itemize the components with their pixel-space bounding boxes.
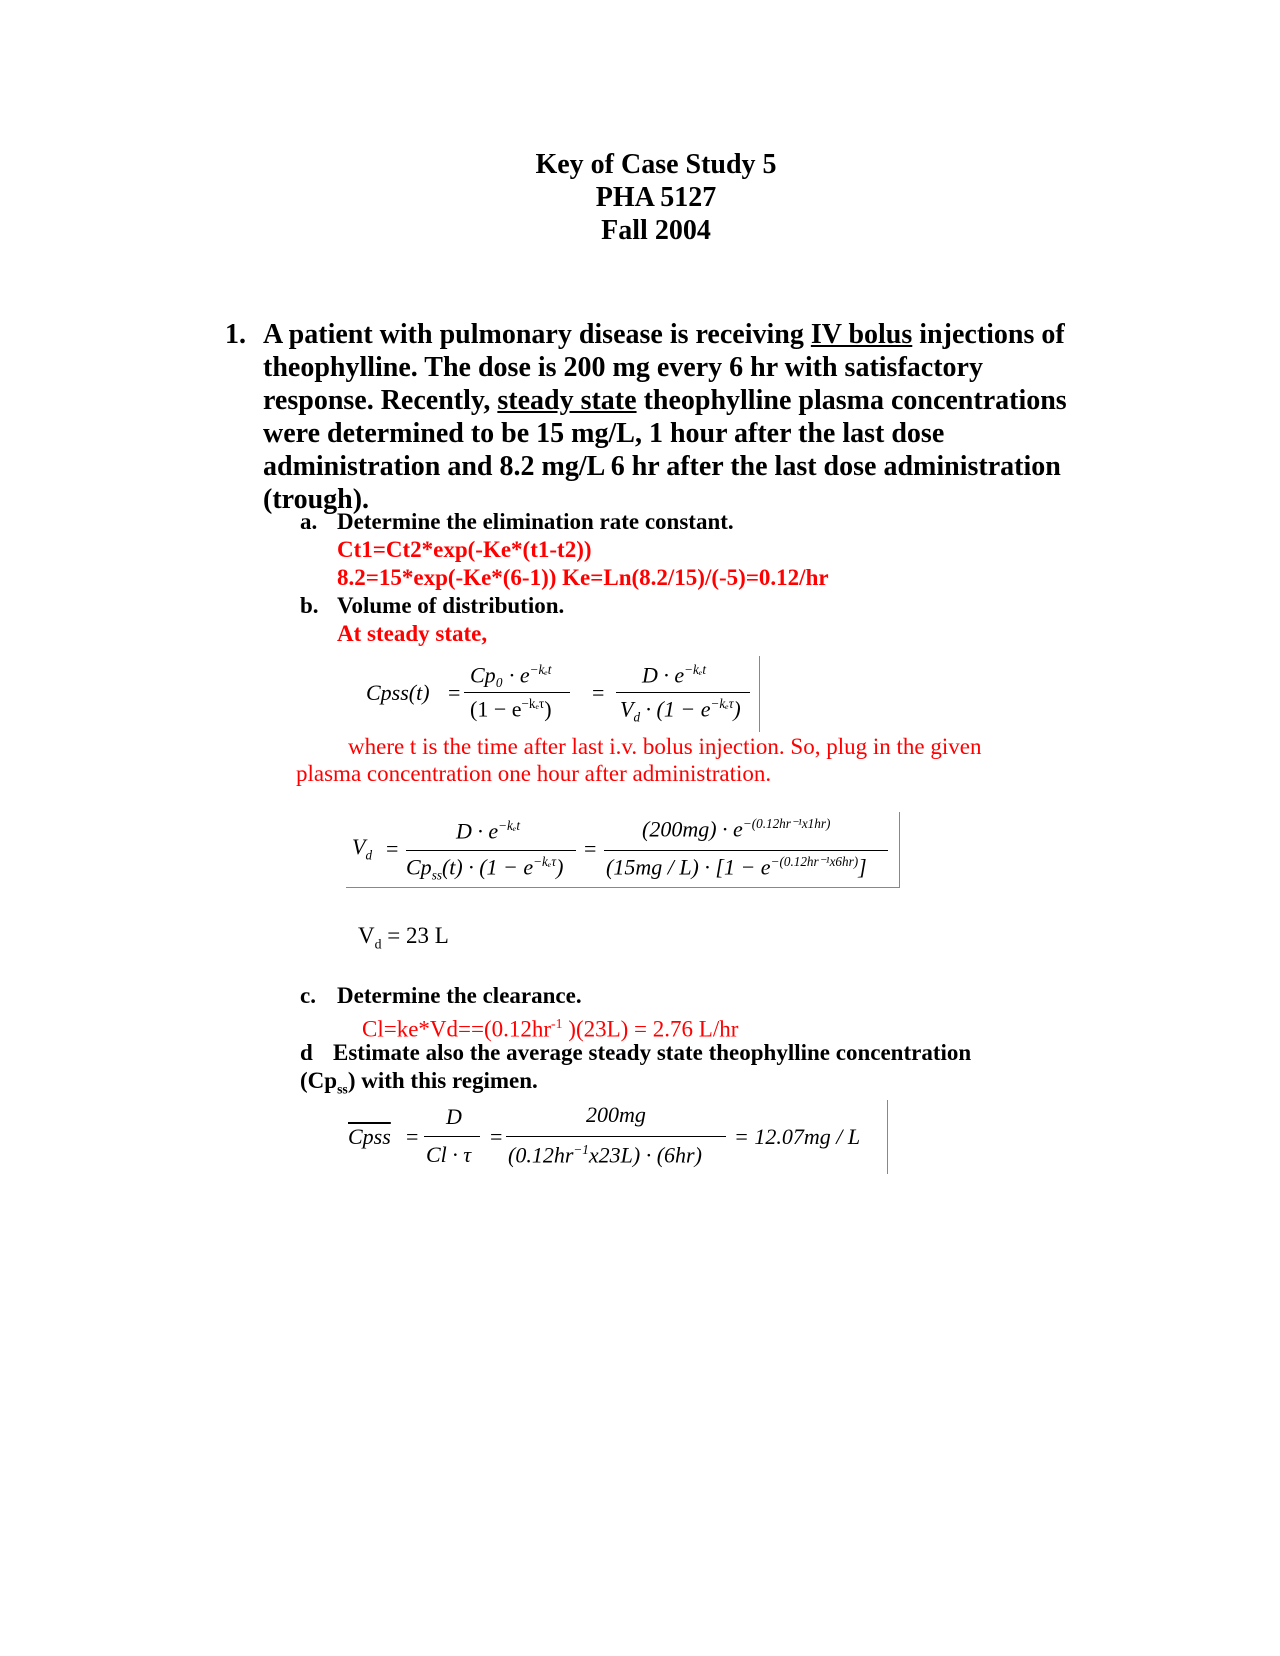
part-b-answer-intro: At steady state,: [337, 621, 488, 646]
eq1-denominator-2: $V_d \cdot (1 - e^{-k_e\tau})$: [620, 696, 741, 725]
eq1-numerator-1: $Cp_0 \cdot e^{-k_et}$: [470, 662, 552, 688]
eq2-numerator-2: $(200mg) \cdot e^{-(0.12hr^{-1}x1hr)}$: [642, 816, 831, 842]
equation-cpss: [360, 656, 760, 732]
eq3-numerator-2: 200mg: [586, 1102, 646, 1127]
eq1-lhs: Cpss(t): [366, 680, 430, 705]
question-1: [225, 318, 1085, 516]
term: Fall 2004: [601, 215, 711, 246]
eq1-equals: =: [448, 680, 461, 705]
eq1-denominator-1: $(1 - e^{-k_e\tau})$: [470, 696, 552, 722]
part-a-label: a.: [300, 509, 318, 534]
part-d-label: d: [300, 1040, 313, 1065]
eq2-lhs: $V_d$: [352, 834, 373, 863]
eq3-equals: =: [406, 1124, 419, 1149]
eq3-equals-2: =: [490, 1124, 503, 1149]
question-text: A patient with pulmonary disease is receiving IV bolus injections of theophylline. The dose is 200 mg every 6 hr with satisfactory response. Recently, steady state theophylline plasma concentrations were determined to be 15 mg/L, 1 hour after the last dose administration and 8.2 mg/L 6 hr after the last dose administration (trough).: [263, 319, 1067, 515]
eq3-lhs: Cpss: [348, 1124, 391, 1149]
part-a-answer-line-2: 8.2=15*exp(-Ke*(6-1)) Ke=Ln(8.2/15)/(-5)=0.12/hr: [337, 565, 829, 590]
equation-vd: [346, 812, 900, 888]
part-d-question-line-2: $(Cp_{ss})$ with this regimen.: [300, 1068, 538, 1097]
part-c-label: c.: [300, 983, 316, 1008]
course-code: PHA 5127: [595, 182, 717, 213]
part-d-question-line-1: Estimate also the average steady state theophylline concentration: [333, 1040, 972, 1065]
document-title: Key of Case Study 5: [535, 149, 777, 180]
eq2-equals-2: =: [584, 836, 597, 861]
eq2-numerator-1: $D \cdot e^{-k_et}$: [456, 818, 521, 844]
eq2-denominator-2: $(15mg / L) \cdot [1 - e^{-(0.12hr^{-1}x6hr)}]$: [606, 854, 867, 880]
part-b-note-line-2: plasma concentration one hour after administration.: [296, 761, 772, 786]
eq3-denominator-2: $(0.12hr^{-1}x23L) \cdot (6hr)$: [508, 1142, 702, 1168]
eq1-fraction-bar-1: [464, 692, 570, 693]
part-a-answer-line-1: Ct1=Ct2*exp(-Ke*(t1-t2)): [337, 537, 592, 562]
eq2-fraction-bar-2: [604, 850, 888, 851]
equation-average-cpss: [346, 1100, 888, 1174]
eq3-fraction-bar-2: [506, 1136, 726, 1137]
part-a-question: Determine the elimination rate constant.: [337, 509, 734, 534]
eq1-fraction-bar-2: [616, 692, 750, 693]
eq1-numerator-2: $D \cdot e^{-k_et}$: [642, 662, 707, 688]
eq3-fraction-bar-1: [424, 1136, 480, 1137]
eq3-denominator-1: Cl · τ: [426, 1142, 472, 1167]
eq3-result: = 12.07mg / L: [734, 1124, 861, 1149]
part-b-note-line-1: where t is the time after last i.v. bolus injection. So, plug in the given: [348, 734, 982, 759]
part-c-question: Determine the clearance.: [337, 983, 582, 1008]
part-c-answer: $Cl=ke*Vd==(0.12hr^{-1}$ )(23L) = 2.76 L/hr: [362, 1016, 739, 1042]
eq2-denominator-1: $Cp_{ss}(t) \cdot (1 - e^{-k_e\tau})$: [406, 854, 564, 883]
part-b-question: Volume of distribution.: [337, 593, 565, 618]
vd-result: $V_d = 23$ L: [358, 923, 449, 952]
eq2-fraction-bar-1: [406, 850, 576, 851]
eq3-numerator-1: D: [446, 1104, 462, 1129]
question-number: 1.: [225, 319, 246, 350]
eq1-equals-2: =: [592, 680, 605, 705]
eq2-equals: =: [386, 836, 399, 861]
part-b-label: b.: [300, 593, 319, 618]
